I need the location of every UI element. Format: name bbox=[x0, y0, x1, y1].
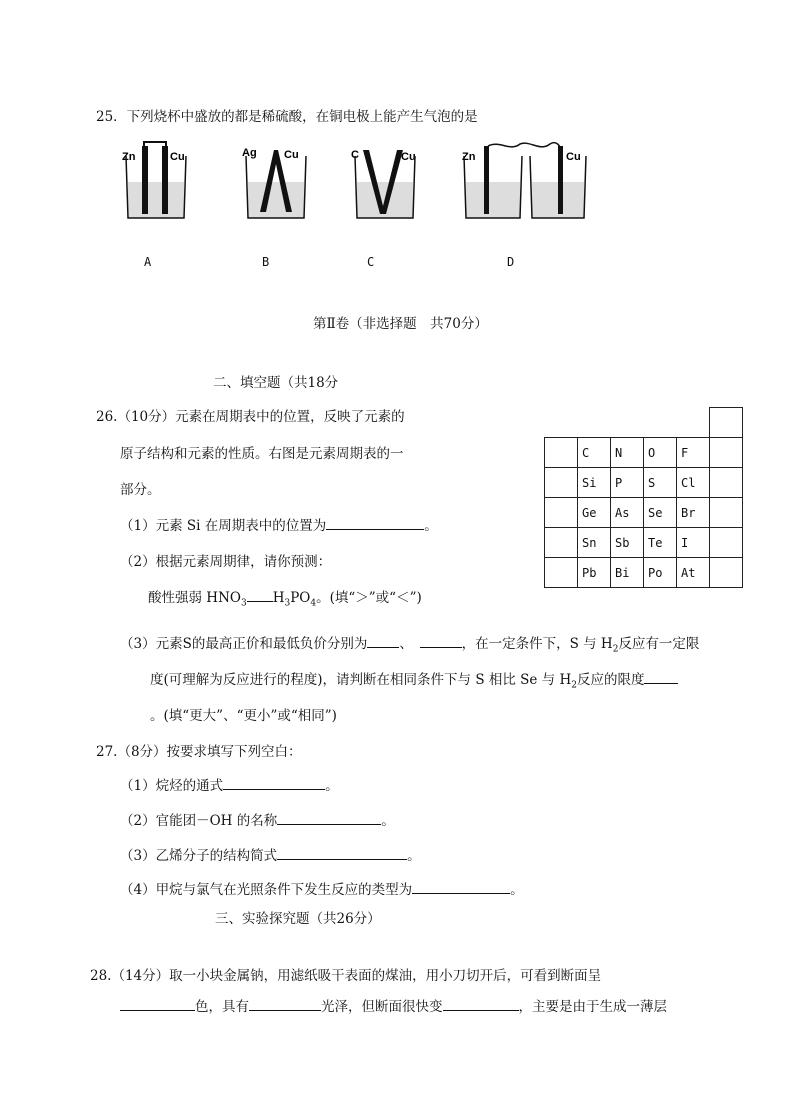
q27-item-end: 。 bbox=[510, 882, 524, 898]
electrode-right bbox=[558, 146, 563, 214]
beaker-d-diagram bbox=[460, 140, 590, 222]
q27-item-end: 。 bbox=[407, 848, 421, 864]
option-a-label: A bbox=[144, 255, 152, 269]
element-cell: Sn bbox=[578, 528, 611, 558]
table-cell-empty bbox=[710, 438, 743, 468]
q28-line2 bbox=[120, 995, 667, 1015]
q27-item bbox=[120, 844, 421, 864]
q27-item-end: 。 bbox=[381, 813, 395, 829]
element-cell: I bbox=[677, 528, 710, 558]
q28-text-a: 色，具有 bbox=[195, 999, 249, 1015]
answer-blank[interactable] bbox=[326, 515, 424, 530]
answer-blank[interactable] bbox=[120, 996, 195, 1011]
beaker-b-diagram bbox=[240, 140, 310, 222]
q26-sub2: （2）根据元素周期律，请你预测： bbox=[120, 554, 332, 570]
q26-line1: 26.（10分）元素在周期表中的位置，反映了元素的 bbox=[96, 409, 405, 425]
electrode-right bbox=[162, 146, 168, 214]
element-cell: S bbox=[644, 468, 677, 498]
electrode-right-label: Cu bbox=[170, 151, 185, 163]
answer-blank[interactable] bbox=[420, 633, 462, 648]
q26-sub1-end: 。 bbox=[424, 518, 438, 534]
answer-blank[interactable] bbox=[247, 587, 273, 602]
q26-sub3-line1: （3）元素S的最高正价和最低负价分别为 、 ，在一定条件下，S 与 $H_2$反应有一定限 bbox=[120, 632, 699, 655]
element-cell: Si bbox=[578, 468, 611, 498]
answer-blank[interactable] bbox=[644, 669, 678, 684]
q28-text-b: 光泽，但断面很快变 bbox=[321, 999, 443, 1015]
q27-item-text: （3）乙烯分子的结构简式 bbox=[120, 848, 278, 864]
q26-sub1 bbox=[120, 514, 438, 534]
q26-line2: 原子结构和元素的性质。右图是元素周期表的一 bbox=[120, 446, 404, 462]
q28-line1: 28.（14分）取一小块金属钠，用滤纸吸干表面的煤油，用小刀切开后，可看到断面呈 bbox=[90, 968, 602, 984]
acid-solution bbox=[466, 182, 520, 218]
element-cell: Cl bbox=[677, 468, 710, 498]
answer-blank[interactable] bbox=[367, 633, 399, 648]
element-cell: Po bbox=[644, 558, 677, 588]
answer-blank[interactable] bbox=[277, 845, 407, 860]
part2-title: 二、填空题（共18分 bbox=[213, 375, 339, 391]
table-cell-empty bbox=[545, 498, 578, 528]
q26-acid-compare: 酸性强弱 $HNO_3$ $H_3PO_4$。(填“＞”或“＜”) bbox=[148, 586, 422, 609]
q26-sub3-line2-end: 反应的限度 bbox=[576, 672, 645, 688]
wire bbox=[488, 143, 560, 148]
table-cell-empty bbox=[545, 558, 578, 588]
beaker-a-diagram bbox=[120, 140, 190, 222]
element-cell: As bbox=[611, 498, 644, 528]
answer-blank[interactable] bbox=[249, 996, 321, 1011]
element-cell: Bi bbox=[611, 558, 644, 588]
acid-solution bbox=[128, 182, 184, 218]
answer-blank[interactable] bbox=[412, 879, 510, 894]
beaker-c-diagram bbox=[345, 140, 423, 222]
q28-text-c: ，主要是由于生成一薄层 bbox=[518, 999, 667, 1015]
element-cell: N bbox=[611, 438, 644, 468]
q26-sub3-line2: 度(可理解为反应进行的程度)，请判断在相同条件下与 S 相比 Se 与 $H_2$反应的限度 bbox=[150, 668, 678, 691]
q27-item bbox=[120, 809, 395, 829]
q27-item-end: 。 bbox=[325, 778, 339, 794]
table-cell-empty bbox=[545, 468, 578, 498]
q27-item bbox=[120, 774, 339, 794]
electrode-right-label: Cu bbox=[401, 151, 416, 163]
q26-sub3-text-a: （3）元素S的最高正价和最低负价分别为 bbox=[120, 636, 368, 652]
q26-sub3-line3: 。(填“更大”、“更小”或“相同”) bbox=[150, 708, 337, 724]
element-cell: O bbox=[644, 438, 677, 468]
answer-blank[interactable] bbox=[443, 996, 519, 1011]
element-cell: Ge bbox=[578, 498, 611, 528]
periodic-table bbox=[544, 407, 743, 588]
q27-item-text: （4）甲烷与氯气在光照条件下发生反应的类型为 bbox=[120, 882, 413, 898]
table-cell-empty bbox=[710, 558, 743, 588]
fill-hint: 。(填“＞”或“＜”) bbox=[316, 590, 422, 606]
electrode-left-label: Ag bbox=[242, 147, 257, 159]
element-cell: C bbox=[578, 438, 611, 468]
option-b-label: B bbox=[262, 255, 270, 269]
table-cell-empty bbox=[545, 438, 578, 468]
q26-sub3-line2-text: 度(可理解为反应进行的程度)，请判断在相同条件下与 S 相比 Se 与 H bbox=[150, 672, 572, 688]
h3po4-label-po: PO bbox=[290, 590, 311, 606]
table-cell-empty bbox=[710, 498, 743, 528]
table-cell-empty bbox=[710, 468, 743, 498]
element-cell: Se bbox=[644, 498, 677, 528]
q27-item-text: （2）官能团－OH 的名称 bbox=[120, 813, 278, 829]
q26-sub1-text: （1）元素 Si 在周期表中的位置为 bbox=[120, 518, 327, 534]
element-cell: Pb bbox=[578, 558, 611, 588]
element-cell: P bbox=[611, 468, 644, 498]
q26-sub3-text-b: 、 bbox=[399, 636, 407, 652]
option-d-label: D bbox=[507, 255, 515, 269]
element-cell: Te bbox=[644, 528, 677, 558]
element-cell: F bbox=[677, 438, 710, 468]
element-cell: At bbox=[677, 558, 710, 588]
electrode-left-label: Zn bbox=[122, 151, 136, 163]
q26-line3: 部分。 bbox=[120, 482, 161, 498]
table-cell-empty bbox=[710, 528, 743, 558]
electrode-left bbox=[484, 146, 489, 214]
q25-text: 25．下列烧杯中盛放的都是稀硫酸，在铜电极上能产生气泡的是 bbox=[96, 109, 478, 125]
answer-blank[interactable] bbox=[277, 810, 381, 825]
acid-solution bbox=[248, 182, 304, 218]
q27-item bbox=[120, 878, 524, 898]
q27-item-text: （1）烷烃的通式 bbox=[120, 778, 224, 794]
electrode-left-label: C bbox=[351, 149, 359, 161]
electrode-left bbox=[142, 146, 148, 214]
electrode-left-label: Zn bbox=[462, 151, 476, 163]
q26-sub3-text-c: ，在一定条件下，S 与 H bbox=[461, 636, 613, 652]
section2-title: 第Ⅱ卷（非选择题 共70分） bbox=[313, 316, 488, 332]
element-cell: Br bbox=[677, 498, 710, 528]
answer-blank[interactable] bbox=[223, 775, 325, 790]
q26-sub3-text-d: 反应有一定限 bbox=[618, 636, 700, 652]
electrode-right-label: Cu bbox=[284, 149, 299, 161]
element-cell: Sb bbox=[611, 528, 644, 558]
option-c-label: C bbox=[367, 255, 375, 269]
part3-title: 三、实验探究题（共26分） bbox=[215, 911, 381, 927]
q27-title: 27.（8分）按要求填写下列空白： bbox=[96, 744, 302, 760]
h3po4-label-h: H bbox=[272, 590, 285, 606]
table-cell-empty bbox=[545, 528, 578, 558]
table-cell-empty bbox=[710, 408, 743, 438]
hno3-label: 酸性强弱 HNO bbox=[148, 590, 241, 606]
electrode-right-label: Cu bbox=[566, 151, 581, 163]
wire bbox=[144, 142, 166, 146]
